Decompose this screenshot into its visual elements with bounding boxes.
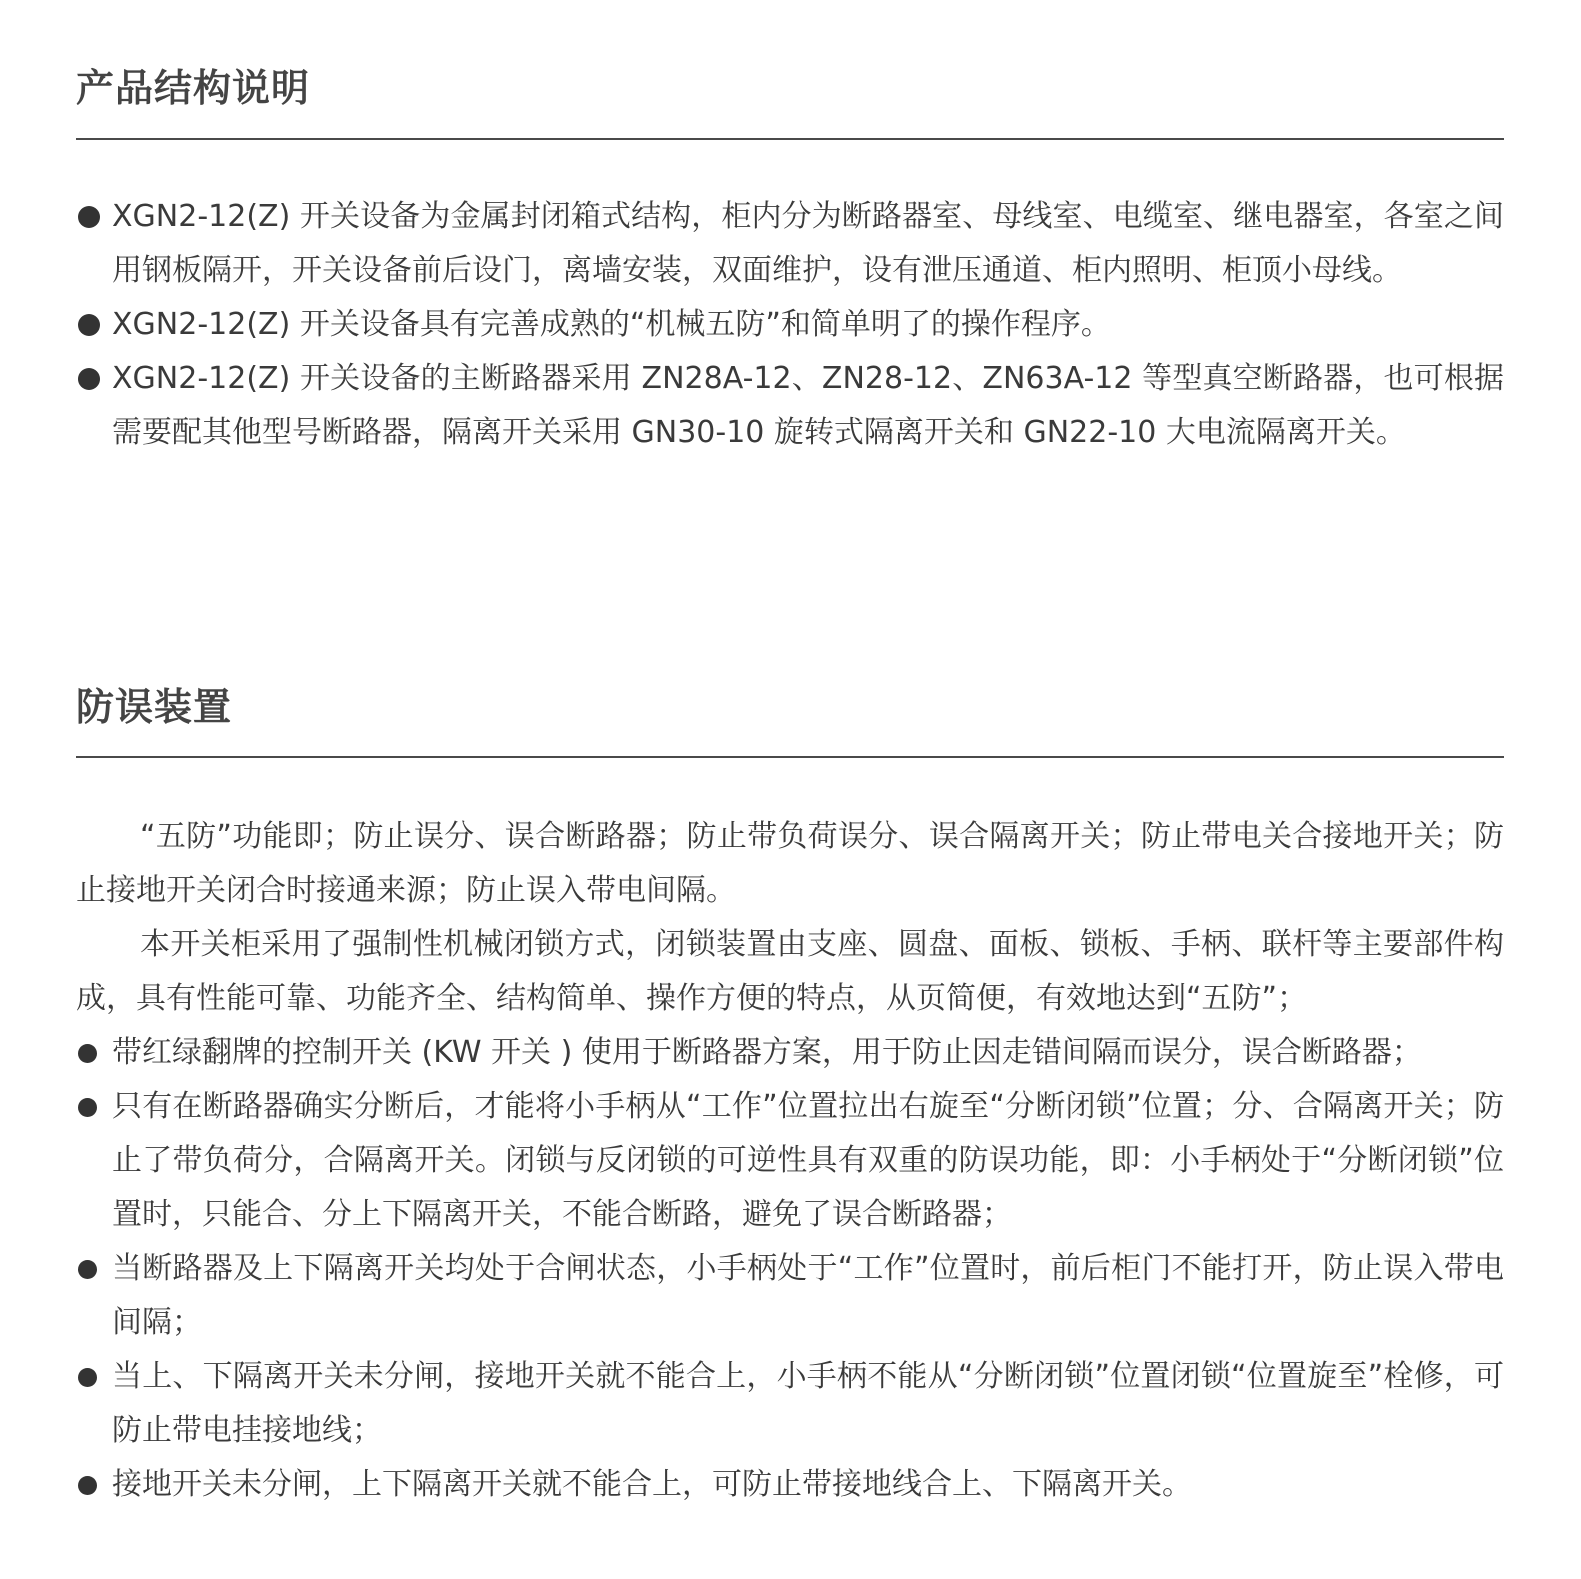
list-item bbox=[76, 1080, 1504, 1242]
list-item-text: XGN2-12(Z) 开关设备的主断路器采用 ZN28A-12、ZN28-12、ZN63A-12 等型真空断路器，也可根据需要配其他型号断路器，隔离开关采用 GN30-10 旋转式隔离开关和 GN22-10 大电流隔离开关。 bbox=[112, 361, 1504, 450]
product-structure-list bbox=[76, 190, 1504, 460]
list-item bbox=[76, 190, 1504, 298]
list-item-text: 只有在断路器确实分断后，才能将小手柄从“工作”位置拉出右旋至“分断闭锁”位置；分、合隔离开关；防止了带负荷分，合隔离开关。闭锁与反闭锁的可逆性具有双重的防误功能，即：小手柄处于“分断闭锁”位置时，只能合、分上下隔离开关，不能合断路，避免了误合断路器； bbox=[112, 1089, 1504, 1232]
bullet-icon bbox=[78, 206, 100, 228]
list-item bbox=[76, 1350, 1504, 1458]
anti-misoperation-body bbox=[76, 810, 1504, 1512]
list-item bbox=[76, 1458, 1504, 1512]
list-item bbox=[76, 1026, 1504, 1080]
list-item bbox=[76, 1242, 1504, 1350]
bullet-icon bbox=[78, 368, 100, 390]
list-item-text: 当断路器及上下隔离开关均处于合闸状态，小手柄处于“工作”位置时，前后柜门不能打开，防止误入带电间隔； bbox=[112, 1251, 1504, 1340]
section-divider bbox=[76, 138, 1504, 140]
section-title-product-structure: 产品结构说明 bbox=[76, 66, 311, 110]
paragraph: “五防”功能即；防止误分、误合断路器；防止带负荷误分、误合隔离开关；防止带电关合接地开关；防止接地开关闭合时接通来源；防止误入带电间隔。 bbox=[76, 819, 1504, 908]
list-item-text: XGN2-12(Z) 开关设备为金属封闭箱式结构，柜内分为断路器室、母线室、电缆室、继电器室，各室之间用钢板隔开，开关设备前后设门，离墙安装，双面维护，设有泄压通道、柜内照明、柜顶小母线。 bbox=[112, 199, 1504, 288]
paragraph: 本开关柜采用了强制性机械闭锁方式，闭锁装置由支座、圆盘、面板、锁板、手柄、联杆等主要部件构成，具有性能可靠、功能齐全、结构简单、操作方便的特点，从页简便，有效地达到“五防”； bbox=[76, 927, 1504, 1016]
bullet-icon bbox=[78, 1098, 97, 1117]
bullet-icon bbox=[78, 1260, 97, 1279]
anti-misoperation-list bbox=[76, 1026, 1504, 1512]
list-item-text: 带红绿翻牌的控制开关 (KW 开关 ) 使用于断路器方案，用于防止因走错间隔而误分，误合断路器； bbox=[112, 1035, 1422, 1070]
section-divider bbox=[76, 756, 1504, 758]
bullet-icon bbox=[78, 1476, 97, 1495]
list-item-text: 接地开关未分闸，上下隔离开关就不能合上，可防止带接地线合上、下隔离开关。 bbox=[112, 1467, 1192, 1502]
section-title-anti-misoperation: 防误装置 bbox=[76, 685, 233, 729]
bullet-icon bbox=[78, 1368, 97, 1387]
list-item bbox=[76, 352, 1504, 460]
list-item bbox=[76, 298, 1504, 352]
list-item-text: XGN2-12(Z) 开关设备具有完善成熟的“机械五防”和简单明了的操作程序。 bbox=[112, 307, 1111, 342]
bullet-icon bbox=[78, 314, 100, 336]
bullet-icon bbox=[78, 1044, 97, 1063]
list-item-text: 当上、下隔离开关未分闸，接地开关就不能合上，小手柄不能从“分断闭锁”位置闭锁“位置旋至”栓修，可防止带电挂接地线； bbox=[112, 1359, 1504, 1448]
